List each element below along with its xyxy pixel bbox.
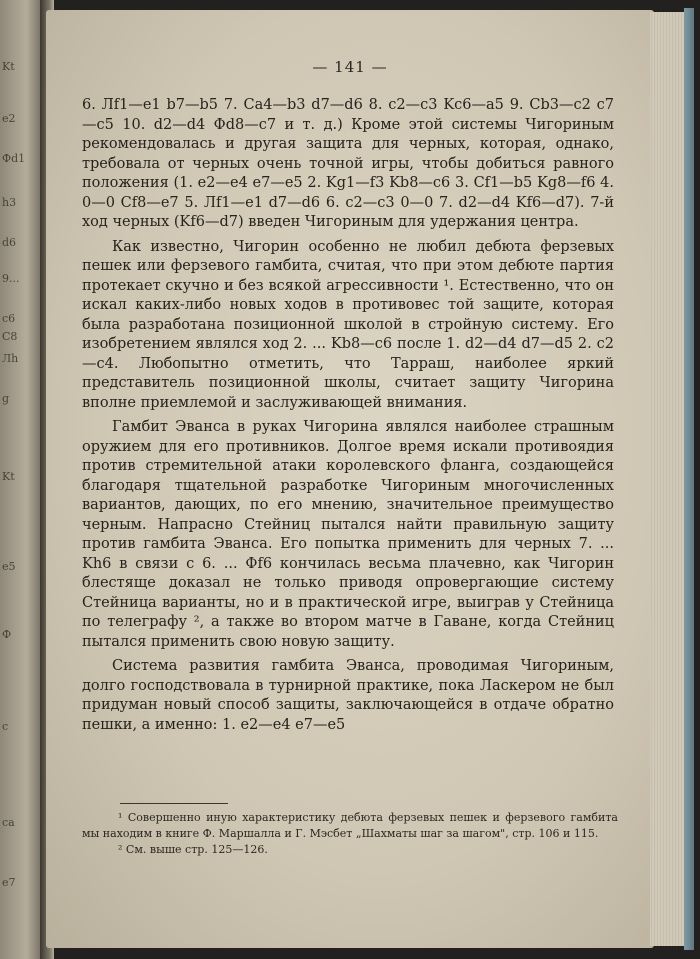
left-page-fragment: h3 <box>2 196 17 209</box>
footnote: ¹ Совершенно иную характеристику дебюта ферзевых пешек и ферзевого гамбита мы находим в книге Ф. Маршалла и Г. Мэсбет „Шахматы шаг за шагом", стр. 106 и 115. <box>82 811 618 840</box>
book-spine <box>684 8 694 950</box>
page-number: — 141 — <box>312 58 388 76</box>
left-page-fragment: C8 <box>2 330 18 343</box>
footnote-divider <box>120 803 228 804</box>
left-page-fragment: Kt <box>2 60 15 73</box>
footnotes <box>82 810 618 858</box>
paragraph: Гамбит Эванса в руках Чигорина являлся наиболее страшным оружием для его противников. Долгое время искали противоядия против стремительной атаки королевского фланга, создающейся благодаря тщательной разработке Чигориным многочисленных вариантов, дающих, по его мнению, значительное преимущество черным. Напрасно Стейниц пытался найти правильную защиту против гамбита Эванса. Его попытка применить для черных 7. ... Kh6 в связи с 6. ... Фf6 кончилась весьма плачевно, как Чигорин блестяще доказал не только приводя опровергающие систему Стейница варианты, но и в практической игре, выиграв у Стейница по телеграфу ², а также во втором матче в Гаване, когда Стейниц пытался применить свою новую защиту. <box>82 419 614 650</box>
left-page-fragment: g <box>2 392 10 405</box>
left-page-fragment: c6 <box>2 312 16 325</box>
left-page-fragment: Лh <box>2 352 19 365</box>
paragraph: Как известно, Чигорин особенно не любил дебюта ферзевых пешек или ферзевого гамбита, считая, что при этом дебюте партия протекает скучно и без всякой агрессивности ¹. Естественно, что он искал каких-либо новых ходов в противовес той защите, которая была разработана позиционной школой в стройную систему. Его изобретением являлся ход 2. ... Kb8—c6 после 1. d2—d4 d7—d5 2. c2—c4. Любопытно отметить, что Тарраш, наиболее яркий представитель позиционной школы, считает защиту Чигорина вполне приемлемой и заслуживающей внимания. <box>82 238 614 411</box>
paragraph: 6. Лf1—e1 b7—b5 7. Ca4—b3 d7—d6 8. c2—c3 Kc6—a5 9. Cb3—c2 c7—c5 10. d2—d4 Фd8—c7 и т. д.) Кроме этой системы Чигориным рекомендовалась и другая защита для черных, которая, однако, требовала от черных очень точной игры, чтобы добиться равного положения (1. e2—e4 e7—e5 2. Kg1—f3 Kb8—c6 3. Cf1—b5 Kg8—f6 4. 0—0 Cf8—e7 5. Лf1—e1 d7—d6 6. c2—c3 0—0 7. d2—d4 Kf6—d7). 7-й ход черных (Kf6—d7) введен Чигориным для удержания центра. <box>82 97 614 230</box>
footnote: ² См. выше стр. 125—126. <box>118 843 268 856</box>
left-page-fragment: ca <box>2 816 15 829</box>
left-page-fragment: c <box>2 720 9 733</box>
left-page-fragment: d6 <box>2 236 17 249</box>
left-page-fragment: e7 <box>2 876 16 889</box>
left-page-fragment: 9... <box>2 272 20 285</box>
left-page-fragment: Фd1 <box>2 152 26 165</box>
book-page <box>46 10 654 948</box>
left-page-fragment: Kt <box>2 470 15 483</box>
left-page-fragment: Ф <box>2 628 12 641</box>
paragraph: Система развития гамбита Эванса, проводимая Чигориным, долго господствовала в турнирной практике, пока Ласкером не был придуман новый способ защиты, заключающейся в отдаче обратно пешки, а именно: 1. e2—e4 e7—e5 <box>82 658 614 733</box>
left-page-fragment: e2 <box>2 112 16 125</box>
left-page-fragment: e5 <box>2 560 16 573</box>
page-body <box>82 96 614 735</box>
page-edges <box>650 12 684 946</box>
left-page-edge <box>0 0 44 959</box>
